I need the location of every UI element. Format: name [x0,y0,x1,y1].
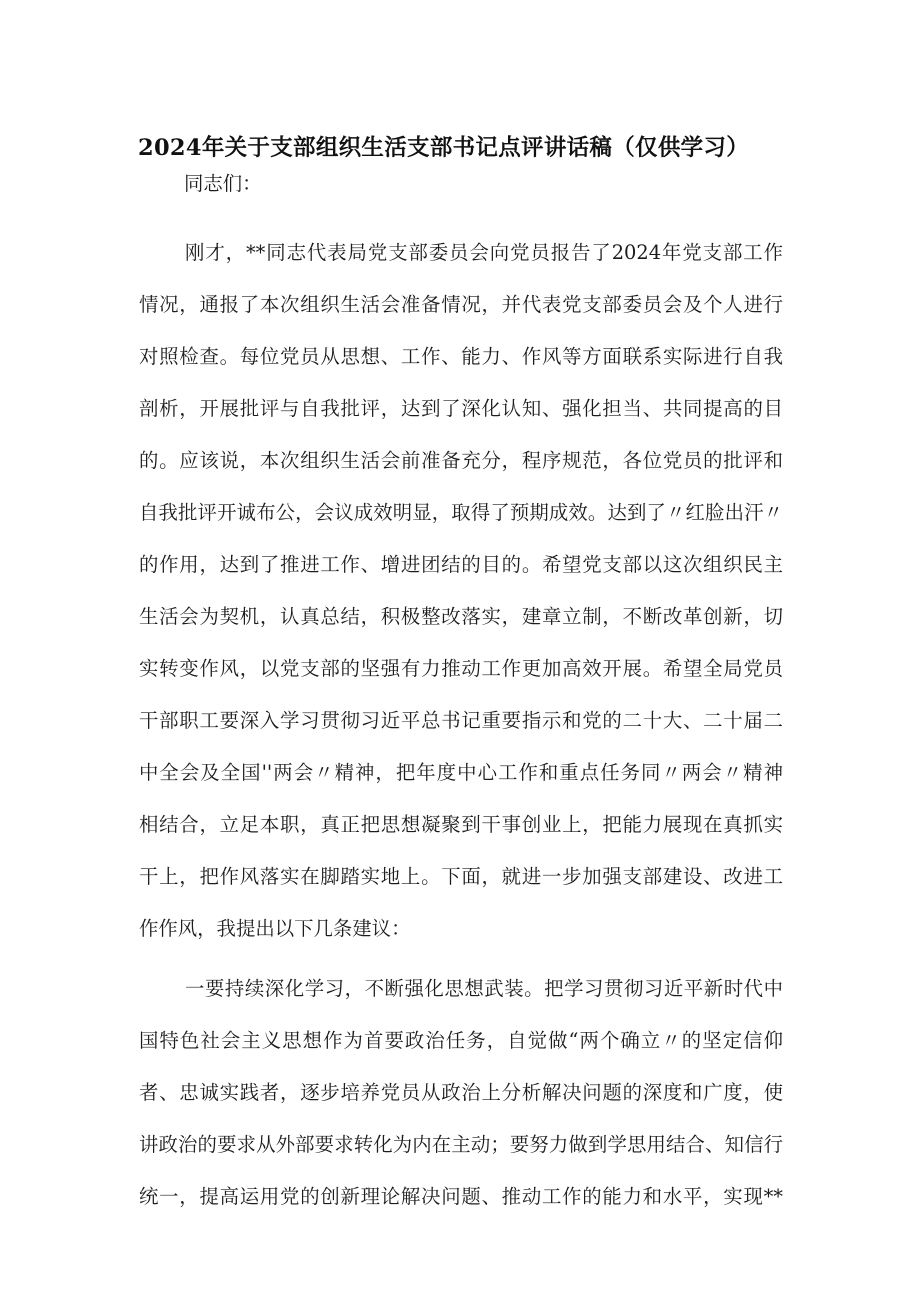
paragraph-line: 生活会为契机，认真总结，积极整改落实，建章立制，不断改革创新，切 [139,605,783,628]
paragraph-line: 对照检查。每位党员从思想、工作、能力、作风等方面联系实际进行自我 [139,345,783,368]
paragraph-line: 实转变作风，以党支部的坚强有力推动工作更加高效开展。希望全局党员 [139,657,783,680]
paragraph-line: 剖析，开展批评与自我批评，达到了深化认知、强化担当、共同提高的目 [139,397,783,420]
paragraph-line: 一要持续深化学习，不断强化思想武装。把学习贯彻习近平新时代中 [185,977,783,1000]
paragraph-line: 的作用，达到了推进工作、增进团结的目的。希望党支部以这次组织民主 [139,553,783,576]
paragraph-line: 的。应该说，本次组织生活会前准备充分，程序规范，各位党员的批评和 [139,449,783,472]
paragraph-line: 中全会及全国''两会〃精神，把年度中心工作和重点任务同〃两会〃精神 [139,761,783,784]
salutation: 同志们： [184,172,262,195]
paragraph-line: 自我批评开诚布公，会议成效明显，取得了预期成效。达到了〃红脸出汗〃 [139,501,783,524]
document-title: 2024年关于支部组织生活支部书记点评讲话稿（仅供学习） [138,135,750,161]
paragraph-line: 统一，提高运用党的创新理论解决问题、推动工作的能力和水平，实现** [139,1185,783,1208]
paragraph-line: 情况，通报了本次组织生活会准备情况，并代表党支部委员会及个人进行 [139,293,783,316]
paragraph-line: 干部职工要深入学习贯彻习近平总书记重要指示和党的二十大、二十届二 [139,709,783,732]
paragraph-line: 者、忠诚实践者，逐步培养党员从政治上分析解决问题的深度和广度，使 [139,1081,783,1104]
paragraph-line: 讲政治的要求从外部要求转化为内在主动；要努力做到学思用结合、知信行 [139,1133,783,1156]
paragraph-line: 作作风，我提出以下几条建议： [139,917,411,940]
paragraph-line: 国特色社会主义思想作为首要政治任务，自觉做“两个确立〃的坚定信仰 [139,1029,783,1052]
paragraph-line: 干上，把作风落实在脚踏实地上。下面，就进一步加强支部建设、改进工 [139,865,783,888]
paragraph-line: 刚才，**同志代表局党支部委员会向党员报告了2024年党支部工作 [185,241,783,264]
paragraph-line: 相结合，立足本职，真正把思想凝聚到干事创业上，把能力展现在真抓实 [139,813,783,836]
